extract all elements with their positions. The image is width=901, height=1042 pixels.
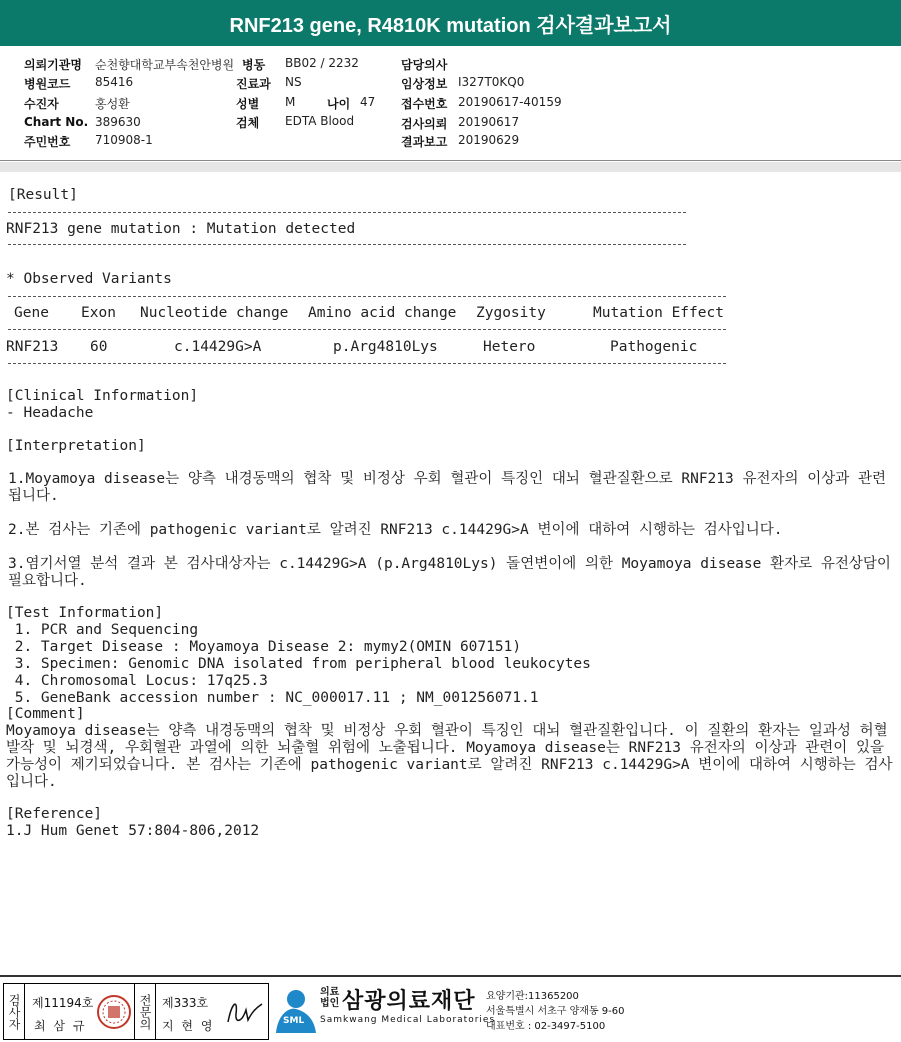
interpretation-item-3: 3.염기서열 분석 결과 본 검사대상자는 c.14429G>A (p.Arg4810Lys) 돌연변이에 의한 Moyamoya disease 환자로 유전상담이 필요합니다.	[8, 556, 891, 589]
value-resident-no: 710908-1	[95, 133, 153, 147]
interpretation-item-2: 2.본 검사는 기존에 pathogenic variant로 알려진 RNF213 c.14429G>A 변이에 대하여 시행하는 검사입니다.	[8, 522, 783, 538]
interpretation-item-1: 1.Moyamoya disease는 양측 내경동맥의 협착 및 비정상 우회 혈관이 특징인 대뇌 혈관질환으로 RNF213 유전자의 이상과 관련됩니다.	[8, 471, 886, 504]
col-effect: Mutation Effect	[593, 305, 724, 321]
label-report-date: 결과보고	[401, 135, 448, 149]
value-hospital-code: 85416	[95, 75, 134, 89]
label-sex: 성별	[236, 97, 260, 111]
divider	[8, 363, 726, 364]
test-info-item-2: 2. Target Disease : Moyamoya Disease 2: mymy2(OMIN 607151)	[6, 639, 522, 655]
reviewer-license: 제333호	[162, 996, 209, 1010]
cell-amino-acid: p.Arg4810Lys	[333, 339, 438, 355]
value-specimen: EDTA Blood	[285, 114, 355, 128]
test-info-item-1: 1. PCR and Sequencing	[6, 622, 199, 638]
tester-name: 최 삼 규	[34, 1019, 87, 1033]
signature-icon	[222, 992, 266, 1032]
reviewer-label: 전문의	[134, 984, 156, 1039]
col-nucleotide: Nucleotide change	[140, 305, 289, 321]
divider	[8, 329, 726, 330]
label-request-date: 검사의뢰	[401, 117, 448, 131]
org-phone: 대표번호 : 02-3497-5100	[486, 1021, 606, 1032]
label-age: 나이	[327, 97, 351, 111]
test-info-item-4: 4. Chromosomal Locus: 17q25.3	[6, 673, 268, 689]
signature-footer	[0, 975, 901, 1042]
reference-heading: [Reference]	[6, 806, 103, 822]
variants-heading: * Observed Variants	[6, 271, 172, 287]
org-tag: 의료 법인	[320, 987, 340, 1009]
label-specimen: 검체	[236, 116, 260, 130]
clinical-line: - Headache	[6, 405, 94, 421]
value-report-date: 20190629	[458, 133, 520, 147]
org-name: 삼광의료재단	[342, 989, 476, 1014]
org-address: 서울특별시 서초구 양재동 9-60	[486, 1006, 625, 1017]
clinical-heading: [Clinical Information]	[6, 388, 199, 404]
tester-license: 제11194호	[32, 996, 94, 1010]
value-department: NS	[285, 75, 302, 89]
col-gene: Gene	[14, 305, 49, 321]
value-ward: BB02 / 2232	[285, 56, 359, 70]
cell-exon: 60	[90, 339, 108, 355]
patient-header	[0, 46, 901, 161]
label-receipt-no: 접수번호	[401, 97, 448, 111]
col-zygosity: Zygosity	[476, 305, 546, 321]
divider	[8, 244, 686, 245]
value-institution: 순천향대학교부속천안병원	[95, 58, 235, 72]
comment-heading: [Comment]	[6, 706, 85, 722]
signature-box	[3, 983, 269, 1040]
cell-nucleotide: c.14429G>A	[174, 339, 262, 355]
result-heading: [Result]	[8, 187, 78, 203]
divider	[8, 296, 726, 297]
comment-text: Moyamoya disease는 양측 내경동맥의 협착 및 비정상 우회 혈관이 특징인 대뇌 혈관질환입니다. 이 질환의 환자는 일과성 허혈발작 및 뇌경색, 우회혈관 과열에 의한 뇌출혈 위험에 노출됩니다. Moyamoya disease는 RNF213 유전자의 이상과 관련이 있을 가능성이 제기되었습니다. 본 검사는 기존에 pathogenic variant로 알려진 RNF213 c.14429G>A 변이에 대하여 시행하는 검사입니다.	[6, 723, 893, 790]
org-english: Samkwang Medical Laboratories	[320, 1015, 496, 1025]
label-chart-no: Chart No.	[24, 115, 89, 129]
label-resident-no: 주민번호	[24, 135, 71, 149]
cell-gene: RNF213	[6, 339, 59, 355]
report-title: RNF213 gene, R4810K mutation 검사결과보고서	[0, 0, 901, 46]
logo-text: SML	[283, 1016, 305, 1026]
divider	[8, 212, 686, 213]
label-department: 진료과	[236, 77, 271, 91]
test-info-item-5: 5. GeneBank accession number : NC_000017.11 ; NM_001256071.1	[6, 690, 539, 706]
test-info-item-3: 3. Specimen: Genomic DNA isolated from peripheral blood leukocytes	[6, 656, 591, 672]
tester-label: 검사자	[4, 984, 25, 1039]
sml-logo-icon	[272, 985, 318, 1035]
result-line: RNF213 gene mutation : Mutation detected	[6, 221, 356, 237]
reviewer-name: 지 현 영	[162, 1019, 215, 1033]
seal-stamp-icon	[96, 994, 132, 1030]
label-patient: 수진자	[24, 97, 59, 111]
cell-effect: Pathogenic	[610, 339, 698, 355]
separator-band	[0, 162, 901, 172]
label-hospital-code: 병원코드	[24, 77, 71, 91]
col-amino-acid: Amino acid change	[308, 305, 457, 321]
label-doctor: 담당의사	[401, 58, 448, 72]
value-receipt-no: 20190617-40159	[458, 95, 562, 109]
interpretation-heading: [Interpretation]	[6, 438, 146, 454]
label-institution: 의뢰기관명	[24, 58, 82, 72]
cell-zygosity: Hetero	[483, 339, 536, 355]
reference-line: 1.J Hum Genet 57:804-806,2012	[6, 823, 260, 839]
value-patient: 홍성환	[95, 97, 130, 111]
test-info-heading: [Test Information]	[6, 605, 164, 621]
label-clinical-info: 임상정보	[401, 77, 448, 91]
value-age: 47	[360, 95, 376, 109]
value-chart-no: 389630	[95, 115, 141, 129]
col-exon: Exon	[81, 305, 116, 321]
value-sex: M	[285, 95, 296, 109]
label-ward: 병동	[242, 58, 266, 72]
org-code: 요양기관:11365200	[486, 991, 579, 1002]
value-clinical-info: I327T0KQ0	[458, 75, 525, 89]
value-request-date: 20190617	[458, 115, 520, 129]
